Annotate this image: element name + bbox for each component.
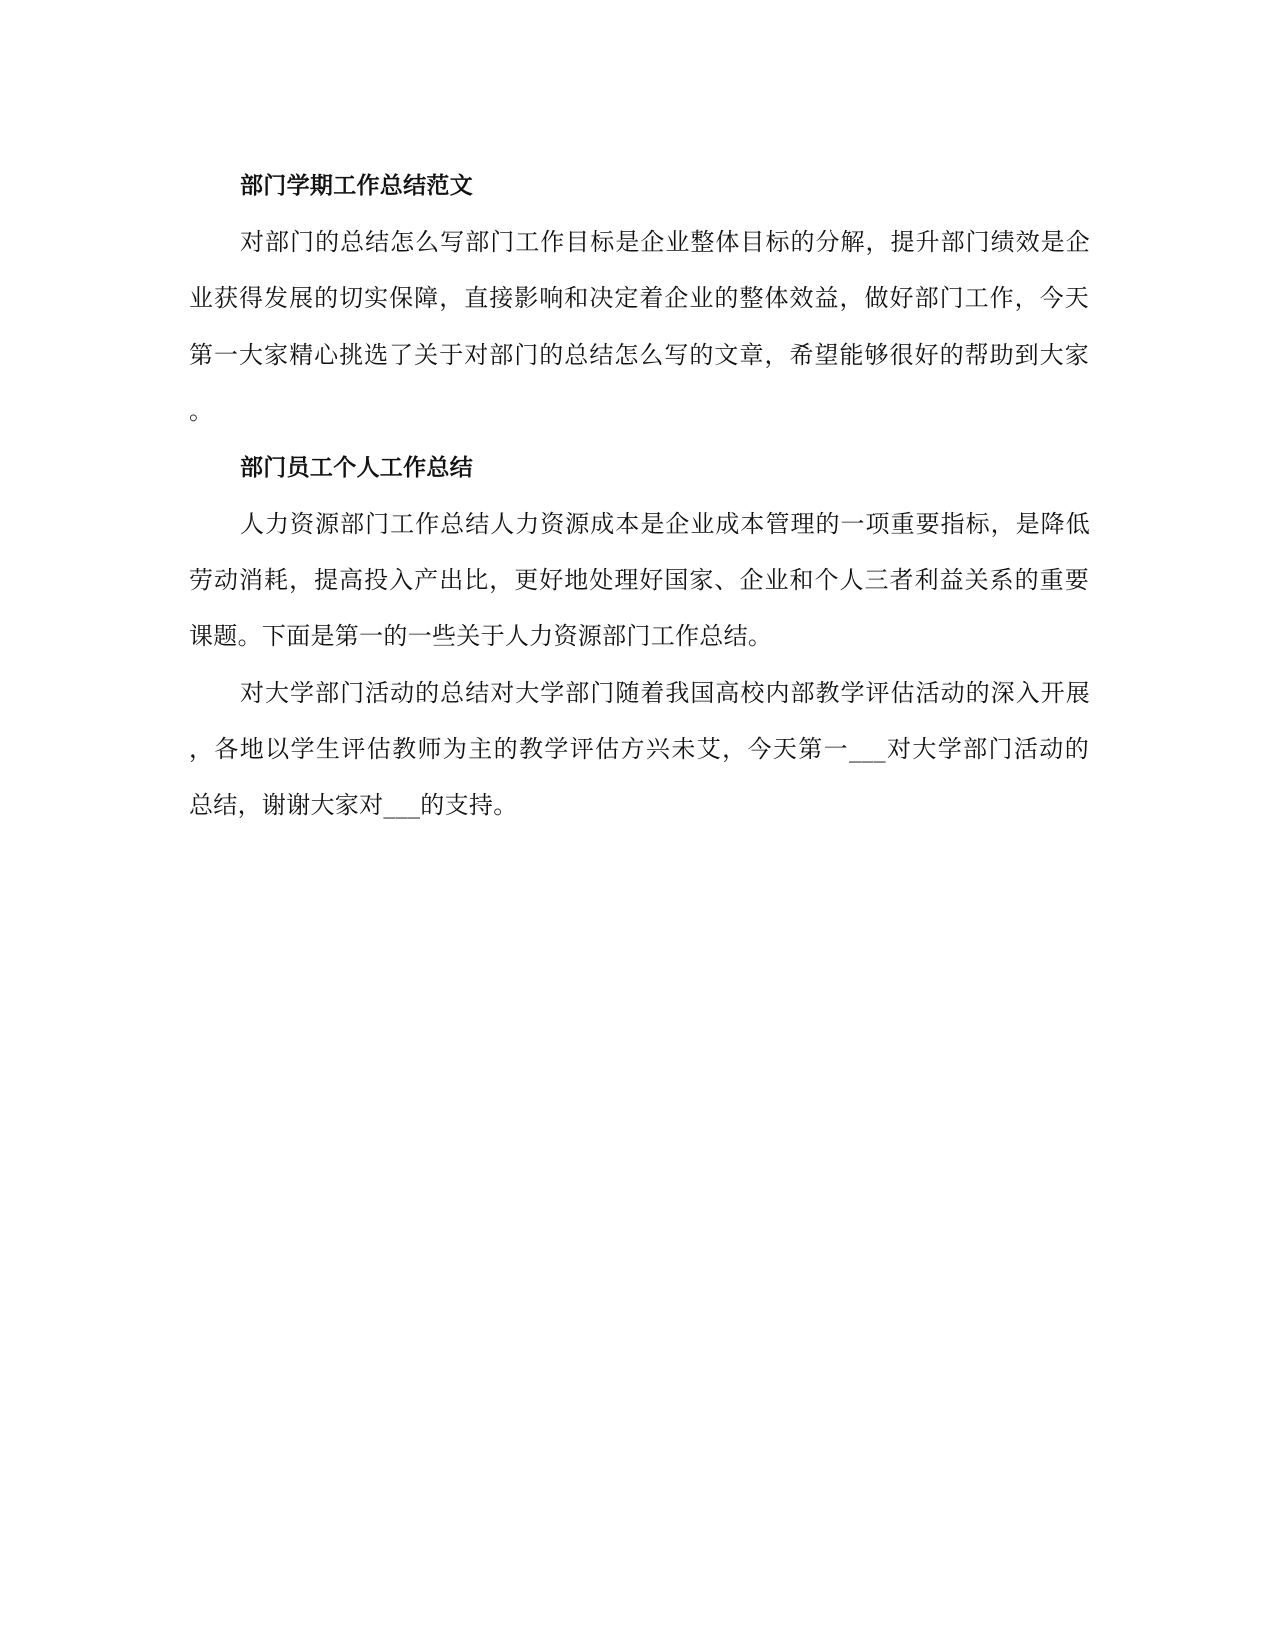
paragraph-line: 业获得发展的切实保障，直接影响和决定着企业的整体效益，做好部门工作，今天: [189, 284, 1089, 312]
paragraph-line: 劳动消耗，提高投入产出比，更好地处理好国家、企业和个人三者利益关系的重要: [189, 566, 1089, 594]
paragraph-line: 第一大家精心挑选了关于对部门的总结怎么写的文章，希望能够很好的帮助到大家: [189, 341, 1089, 369]
paragraph-line: 课题。下面是第一的一些关于人力资源部门工作总结。: [189, 622, 773, 650]
paragraph-line: 人力资源部门工作总结人力资源成本是企业成本管理的一项重要指标，是降低: [240, 510, 1090, 538]
section-heading-semester-summary: 部门学期工作总结范文: [240, 173, 473, 199]
paragraph-line: 。: [189, 397, 214, 425]
paragraph-line: 对部门的总结怎么写部门工作目标是企业整体目标的分解，提升部门绩效是企: [240, 228, 1090, 256]
paragraph-line: 总结，谢谢大家对___的支持。: [189, 791, 518, 819]
paragraph-line: 对大学部门活动的总结对大学部门随着我国高校内部教学评估活动的深入开展: [240, 679, 1090, 707]
section-heading-employee-summary: 部门员工个人工作总结: [240, 455, 473, 481]
paragraph-line: ，各地以学生评估教师为主的教学评估方兴未艾，今天第一___对大学部门活动的: [189, 735, 1089, 763]
